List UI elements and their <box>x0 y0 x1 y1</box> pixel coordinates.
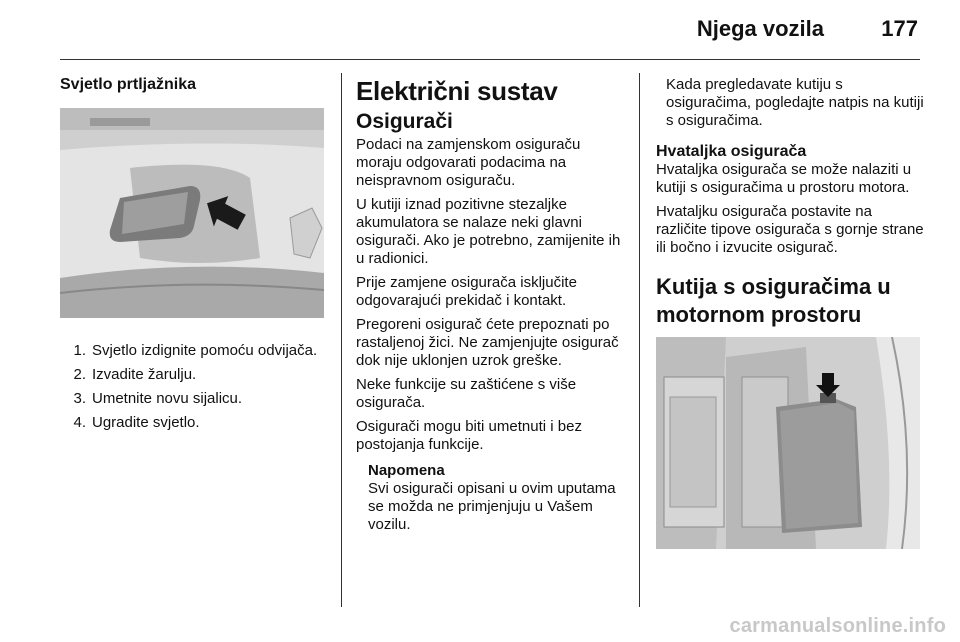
column-right <box>656 76 924 549</box>
fuse-box-photo <box>656 337 920 549</box>
note-box <box>368 462 626 534</box>
section-title: Svjetlo prtljažnika <box>60 76 197 93</box>
chapter-title: Električni sustav <box>356 76 558 106</box>
trunk-light-photo <box>60 108 324 318</box>
note-title: Napomena <box>368 462 445 479</box>
paragraph: Prije zamjene osigurača isključite odgovarajući prekidač i kontakt. <box>356 274 577 309</box>
page-number: 177 <box>881 16 918 41</box>
trunk-light-illustration <box>60 108 324 318</box>
header-title: Njega vozila <box>696 16 824 41</box>
paragraph: U kutiji iznad pozitivne stezaljke akumulatora se nalaze neki glavni osigurači. Ako je potrebno, zamijenite ih u radionici. <box>356 196 621 267</box>
column-divider <box>341 73 342 607</box>
header-rule <box>60 59 920 60</box>
subsection-title: Osigurači <box>356 110 453 133</box>
paragraph: Neke funkcije su zaštićene s više osigurača. <box>356 376 577 411</box>
note-text: Svi osigurači opisani u ovim uputama se možda ne primjenjuju u Vašem vozilu. <box>368 480 616 533</box>
paragraph: Pregoreni osigurač ćete prepoznati po rastaljenoj žici. Ne zamjenjujte osigurač dok nije uklonjen uzrok greške. <box>356 316 619 369</box>
subsection-title: Hvataljka osigurača <box>656 143 807 160</box>
fuse-box-illustration <box>656 337 920 549</box>
paragraph: Hvataljka osigurača se može nalaziti u kutiji s osiguračima u prostoru motora. <box>656 161 912 196</box>
column-left <box>60 76 326 438</box>
list-item: 4. Ugradite svjetlo. <box>73 414 200 431</box>
paragraph: Osigurači mogu biti umetnuti i bez postojanja funkcije. <box>356 418 582 453</box>
steps-list <box>60 342 326 432</box>
paragraph: Hvataljku osigurača postavite na različite tipove osigurača s gornje strane ili bočno i izvucite osigurač. <box>656 203 924 256</box>
section-title: Kutija s osiguračima u motornom prostoru <box>656 274 891 327</box>
list-item: 1. Svjetlo izdignite pomoću odvijača. <box>73 342 318 359</box>
paragraph: Podaci na zamjenskom osiguraču moraju odgovarati podacima na neispravnom osiguraču. <box>356 136 581 189</box>
watermark: carmanualsonline.info <box>729 615 946 637</box>
column-middle <box>356 76 626 540</box>
column-divider <box>639 73 640 607</box>
list-item: 3. Umetnite novu sijalicu. <box>73 390 243 407</box>
list-item: 2. Izvadite žarulju. <box>73 366 197 383</box>
paragraph: Kada pregledavate kutiju s osiguračima, pogledajte natpis na kutiji s osiguračima. <box>666 76 924 129</box>
